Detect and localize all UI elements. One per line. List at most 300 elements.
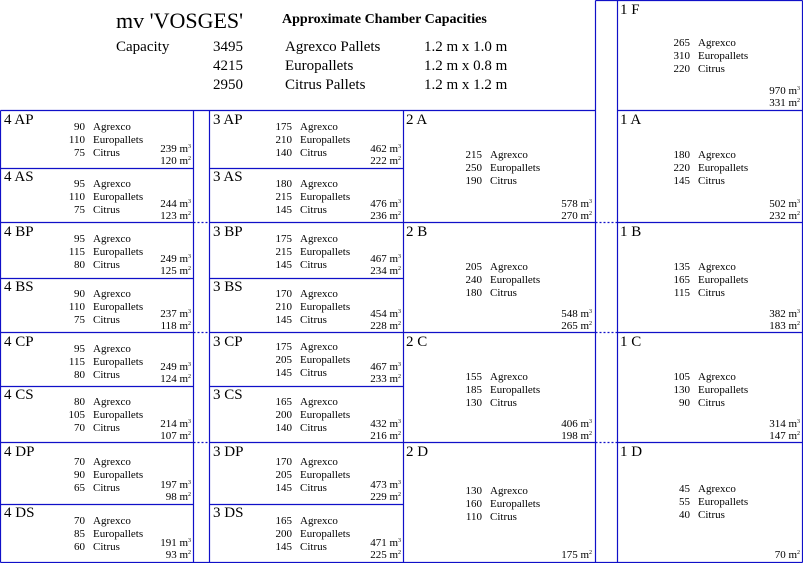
- chamber-volume: 502 $m^3$: [769, 198, 800, 210]
- chamber-name: 1 F: [620, 2, 640, 18]
- chamber-area: 233 $m^2$: [370, 373, 401, 385]
- chamber-name: 4 BS: [4, 279, 34, 295]
- chamber-volume: 467 $m^3$: [370, 253, 401, 265]
- area-value: 98: [165, 491, 177, 503]
- cargo-row-agrexco: [664, 37, 748, 50]
- pallet-quantity: 145: [275, 367, 292, 379]
- pallet-quantity: 105: [68, 409, 85, 421]
- chamber-4ap: [1, 111, 193, 168]
- chamber-name: 3 BS: [213, 279, 243, 295]
- pallet-type-label: Agrexco: [93, 121, 131, 133]
- pallet-quantity: 215: [465, 149, 482, 161]
- chamber-volume: 578 $m^3$: [561, 198, 592, 210]
- volume-value: 454: [370, 308, 387, 320]
- pallet-counts: [213, 38, 243, 95]
- volume-value: 473: [370, 479, 387, 491]
- pallet-quantity: 215: [275, 191, 292, 203]
- volume-value: 548: [561, 308, 578, 320]
- cargo-row-agrexco: [266, 178, 350, 191]
- pallet-type-label: Citrus: [698, 397, 725, 409]
- pallet-quantity: 130: [465, 397, 482, 409]
- cargo-row-citrus: [59, 204, 143, 217]
- cargo-row-europallets: [456, 274, 540, 287]
- area-value: 234: [370, 265, 387, 277]
- area-value: 229: [370, 491, 387, 503]
- pallet-type-label: Agrexco: [93, 456, 131, 468]
- pallet-quantity: 80: [74, 369, 85, 381]
- cargo-row-citrus: [59, 422, 143, 435]
- capacity-label: Capacity: [116, 39, 170, 55]
- pallet-quantity: 70: [74, 515, 85, 527]
- pallet-size-agrexco: 1.2 m x 1.0 m: [424, 39, 508, 55]
- cargo-row-citrus: [266, 422, 350, 435]
- chamber-name: 4 DP: [4, 444, 35, 460]
- pallet-quantity: 220: [673, 162, 690, 174]
- cargo-row-europallets: [266, 354, 350, 367]
- pallet-quantity: 95: [74, 178, 85, 190]
- area-value: 236: [370, 210, 387, 222]
- pallet-type-label: Agrexco: [300, 178, 338, 190]
- pallet-quantity: 45: [679, 483, 690, 495]
- chamber-area: 234 $m^2$: [370, 265, 401, 277]
- cargo-table: [266, 515, 350, 554]
- cargo-row-agrexco: [59, 233, 143, 246]
- pallet-type-label: Europallets: [93, 409, 144, 421]
- cargo-table: [664, 37, 748, 76]
- pallet-count-agrexco: 3495: [213, 39, 243, 55]
- cargo-row-citrus: [664, 175, 748, 188]
- volume-value: 476: [370, 198, 387, 210]
- chamber-volume: 473 $m^3$: [370, 479, 401, 491]
- volume-value: 214: [160, 418, 177, 430]
- page-subtitle: Approximate Chamber Capacities: [282, 12, 487, 27]
- pallet-quantity: 205: [275, 354, 292, 366]
- pallet-type-label: Europallets: [698, 496, 749, 508]
- cargo-row-europallets: [59, 191, 143, 204]
- volume-value: 432: [370, 418, 387, 430]
- pallet-type-label: Europallets: [300, 134, 351, 146]
- pallet-type-label: Agrexco: [300, 233, 338, 245]
- pallet-type-label: Agrexco: [300, 288, 338, 300]
- pallet-quantity: 75: [74, 204, 85, 216]
- cargo-row-agrexco: [59, 178, 143, 191]
- pallet-quantity: 310: [673, 50, 690, 62]
- pallet-type-label: Europallets: [490, 384, 541, 396]
- pallet-type-label: Agrexco: [93, 515, 131, 527]
- pallet-quantity: 130: [465, 485, 482, 497]
- area-value: 265: [561, 320, 578, 332]
- area-value: 125: [160, 265, 177, 277]
- pallet-quantity: 205: [465, 261, 482, 273]
- chamber-area: 198 $m^2$: [561, 430, 592, 442]
- cargo-row-europallets: [664, 384, 748, 397]
- cargo-row-citrus: [59, 541, 143, 554]
- pallet-quantity: 160: [465, 498, 482, 510]
- cargo-row-citrus: [266, 259, 350, 272]
- pallet-type-label: Agrexco: [93, 233, 131, 245]
- cargo-row-citrus: [59, 147, 143, 160]
- cargo-row-citrus: [664, 287, 748, 300]
- cargo-row-agrexco: [266, 515, 350, 528]
- pallet-type-label: Citrus: [93, 422, 120, 434]
- pallet-quantity: 210: [275, 134, 292, 146]
- pallet-quantity: 90: [74, 288, 85, 300]
- cargo-table: [266, 288, 350, 327]
- chamber-3as: [210, 168, 403, 223]
- pallet-type-label: Agrexco: [93, 288, 131, 300]
- pallet-type-label: Agrexco: [93, 178, 131, 190]
- pallet-type-label: Agrexco: [300, 456, 338, 468]
- cargo-row-agrexco: [59, 121, 143, 134]
- chamber-3bs: [210, 278, 403, 333]
- pallet-type-label: Agrexco: [300, 121, 338, 133]
- pallet-quantity: 75: [74, 314, 85, 326]
- pallet-type-label: Citrus: [698, 287, 725, 299]
- area-value: 93: [165, 549, 177, 561]
- pallet-quantity: 80: [74, 259, 85, 271]
- cargo-row-citrus: [456, 397, 540, 410]
- volume-value: 578: [561, 198, 578, 210]
- chamber-name: 2 B: [406, 224, 428, 240]
- pallet-type-label: Agrexco: [698, 149, 736, 161]
- cargo-row-europallets: [266, 469, 350, 482]
- cargo-row-europallets: [59, 246, 143, 259]
- volume-value: 239: [160, 143, 177, 155]
- chamber-1f: [617, 1, 802, 110]
- cargo-row-agrexco: [456, 149, 540, 162]
- cargo-row-europallets: [664, 50, 748, 63]
- area-value: 107: [160, 430, 177, 442]
- chamber-name: 4 AS: [4, 169, 34, 185]
- cargo-row-agrexco: [59, 396, 143, 409]
- area-value: 70: [774, 549, 786, 561]
- chamber-area: 118 $m^2$: [160, 320, 191, 332]
- pallet-quantity: 165: [673, 274, 690, 286]
- chamber-name: 1 C: [620, 334, 642, 350]
- chamber-area: 70 $m^2$: [774, 549, 800, 561]
- cargo-table: [664, 371, 748, 410]
- pallet-size-europallets: 1.2 m x 0.8 m: [424, 58, 508, 74]
- pallet-quantity: 165: [275, 515, 292, 527]
- chamber-3ap: [210, 111, 403, 168]
- pallet-quantity: 200: [275, 528, 292, 540]
- pallet-type-label: Citrus: [490, 511, 517, 523]
- chamber-area: 175 $m^2$: [561, 549, 592, 561]
- pallet-quantity: 215: [275, 246, 292, 258]
- pallet-type-label: Agrexco: [490, 371, 528, 383]
- chamber-3ds: [210, 504, 403, 562]
- chamber-name: 3 CP: [213, 334, 243, 350]
- cargo-table: [59, 456, 143, 495]
- cargo-row-agrexco: [266, 341, 350, 354]
- chamber-4dp: [1, 443, 193, 504]
- pallet-type-label: Europallets: [698, 274, 749, 286]
- chamber-volume: 191 $m^3$: [160, 537, 191, 549]
- pallet-type-citrus: Citrus Pallets: [285, 77, 366, 93]
- pallet-quantity: 130: [673, 384, 690, 396]
- chamber-name: 3 DS: [213, 505, 244, 521]
- pallet-type-label: Europallets: [300, 354, 351, 366]
- cargo-row-europallets: [266, 246, 350, 259]
- pallet-type-label: Agrexco: [490, 485, 528, 497]
- chamber-name: 3 BP: [213, 224, 243, 240]
- area-value: 123: [160, 210, 177, 222]
- cargo-table: [456, 371, 540, 410]
- chamber-area: 120 $m^2$: [160, 155, 191, 167]
- pallet-quantity: 110: [68, 134, 85, 146]
- chamber-name: 3 AP: [213, 112, 243, 128]
- volume-value: 249: [160, 253, 177, 265]
- chamber-volume: 970 $m^3$: [769, 85, 800, 97]
- cargo-row-citrus: [664, 63, 748, 76]
- cargo-row-citrus: [664, 509, 748, 522]
- pallet-type-label: Europallets: [93, 301, 144, 313]
- pallet-quantity: 115: [68, 246, 85, 258]
- ship-title: mv 'VOSGES': [116, 8, 244, 33]
- chamber-volume: 467 $m^3$: [370, 361, 401, 373]
- pallet-quantity: 265: [673, 37, 690, 49]
- cargo-row-citrus: [266, 314, 350, 327]
- cargo-table: [664, 261, 748, 300]
- cargo-row-europallets: [664, 162, 748, 175]
- chamber-1c: [617, 333, 802, 443]
- cargo-row-europallets: [456, 384, 540, 397]
- cargo-row-citrus: [266, 204, 350, 217]
- pallet-type-label: Citrus: [300, 147, 327, 159]
- pallet-quantity: 110: [465, 511, 482, 523]
- chamber-area: 331 $m^2$: [769, 97, 800, 109]
- pallet-type-label: Citrus: [93, 147, 120, 159]
- volume-value: 314: [769, 418, 786, 430]
- chamber-area: 123 $m^2$: [160, 210, 191, 222]
- pallet-quantity: 105: [673, 371, 690, 383]
- chamber-area: 98 $m^2$: [165, 491, 191, 503]
- chamber-2b: [403, 223, 594, 333]
- chamber-4bp: [1, 223, 193, 278]
- cargo-table: [266, 396, 350, 435]
- pallet-type-label: Citrus: [300, 259, 327, 271]
- chamber-volume: 406 $m^3$: [561, 418, 592, 430]
- area-value: 270: [561, 210, 578, 222]
- pallet-quantity: 115: [673, 287, 690, 299]
- pallet-type-label: Agrexco: [300, 396, 338, 408]
- chamber-volume: 462 $m^3$: [370, 143, 401, 155]
- pallet-sizes: [424, 38, 507, 95]
- pallet-type-label: Citrus: [300, 204, 327, 216]
- cargo-row-agrexco: [664, 261, 748, 274]
- volume-value: 244: [160, 198, 177, 210]
- chamber-name: 2 C: [406, 334, 428, 350]
- pallet-type-label: Citrus: [300, 314, 327, 326]
- pallet-type-label: Europallets: [93, 356, 144, 368]
- pallet-quantity: 90: [74, 469, 85, 481]
- pallet-type-label: Europallets: [490, 498, 541, 510]
- pallet-type-label: Citrus: [93, 369, 120, 381]
- cargo-row-citrus: [266, 482, 350, 495]
- chamber-area: 222 $m^2$: [370, 155, 401, 167]
- cargo-row-agrexco: [664, 149, 748, 162]
- cargo-row-agrexco: [664, 371, 748, 384]
- cargo-row-citrus: [664, 397, 748, 410]
- volume-value: 502: [769, 198, 786, 210]
- cargo-row-citrus: [266, 541, 350, 554]
- cargo-row-agrexco: [456, 485, 540, 498]
- pallet-type-label: Europallets: [698, 162, 749, 174]
- area-value: 118: [160, 320, 177, 332]
- pallet-quantity: 175: [275, 121, 292, 133]
- cargo-row-citrus: [59, 259, 143, 272]
- volume-value: 406: [561, 418, 578, 430]
- pallet-quantity: 175: [275, 233, 292, 245]
- pallet-quantity: 90: [679, 397, 690, 409]
- cargo-row-agrexco: [266, 233, 350, 246]
- cargo-table: [266, 233, 350, 272]
- pallet-type-label: Citrus: [93, 482, 120, 494]
- pallet-quantity: 155: [465, 371, 482, 383]
- cargo-table: [456, 149, 540, 188]
- chamber-1b: [617, 223, 802, 333]
- pallet-type-label: Citrus: [698, 63, 725, 75]
- cargo-row-agrexco: [456, 261, 540, 274]
- pallet-quantity: 180: [465, 287, 482, 299]
- area-value: 183: [769, 320, 786, 332]
- pallet-type-label: Citrus: [93, 204, 120, 216]
- pallet-quantity: 40: [679, 509, 690, 521]
- pallet-type-label: Agrexco: [300, 515, 338, 527]
- pallet-type-agrexco: Agrexco Pallets: [285, 39, 381, 55]
- chamber-volume: 237 $m^3$: [160, 308, 191, 320]
- volume-value: 382: [769, 308, 786, 320]
- pallet-quantity: 115: [68, 356, 85, 368]
- area-value: 222: [370, 155, 387, 167]
- area-value: 331: [769, 97, 786, 109]
- cargo-row-europallets: [456, 498, 540, 511]
- pallet-type-label: Agrexco: [698, 483, 736, 495]
- chamber-4cs: [1, 386, 193, 443]
- cargo-table: [59, 515, 143, 554]
- pallet-quantity: 110: [68, 191, 85, 203]
- pallet-quantity: 165: [275, 396, 292, 408]
- pallet-quantity: 135: [673, 261, 690, 273]
- cargo-table: [59, 288, 143, 327]
- area-value: 232: [769, 210, 786, 222]
- area-value: 120: [160, 155, 177, 167]
- chamber-4as: [1, 168, 193, 223]
- chamber-name: 1 D: [620, 444, 643, 460]
- cargo-row-citrus: [59, 369, 143, 382]
- chamber-name: 2 D: [406, 444, 429, 460]
- pallet-type-label: Europallets: [698, 384, 749, 396]
- chamber-2a: [403, 111, 594, 223]
- chamber-area: 216 $m^2$: [370, 430, 401, 442]
- pallet-count-citrus: 2950: [213, 77, 243, 93]
- cargo-table: [266, 121, 350, 160]
- pallet-type-label: Europallets: [300, 409, 351, 421]
- chamber-volume: 197 $m^3$: [160, 479, 191, 491]
- pallet-quantity: 175: [275, 341, 292, 353]
- pallet-quantity: 180: [275, 178, 292, 190]
- pallet-type-label: Citrus: [490, 397, 517, 409]
- pallet-type-europallets: Europallets: [285, 58, 354, 74]
- chamber-area: 93 $m^2$: [165, 549, 191, 561]
- pallet-type-label: Europallets: [490, 162, 541, 174]
- chamber-volume: 249 $m^3$: [160, 361, 191, 373]
- volume-value: 467: [370, 253, 387, 265]
- pallet-type-label: Europallets: [93, 528, 144, 540]
- chamber-3dp: [210, 443, 403, 504]
- pallet-quantity: 80: [74, 396, 85, 408]
- volume-value: 471: [370, 537, 387, 549]
- chamber-2d: [403, 443, 594, 562]
- pallet-type-label: Citrus: [300, 422, 327, 434]
- pallet-type-label: Europallets: [93, 134, 144, 146]
- cargo-table: [664, 149, 748, 188]
- pallet-quantity: 70: [74, 422, 85, 434]
- area-value: 124: [160, 373, 177, 385]
- cargo-row-europallets: [664, 496, 748, 509]
- pallet-quantity: 145: [275, 204, 292, 216]
- chamber-area: 107 $m^2$: [160, 430, 191, 442]
- pallet-type-label: Agrexco: [490, 261, 528, 273]
- pallet-quantity: 170: [275, 456, 292, 468]
- cargo-table: [59, 233, 143, 272]
- cargo-table: [59, 343, 143, 382]
- cargo-row-europallets: [59, 356, 143, 369]
- pallet-quantity: 200: [275, 409, 292, 421]
- pallet-quantity: 140: [275, 147, 292, 159]
- volume-value: 191: [160, 537, 177, 549]
- pallet-type-label: Europallets: [490, 274, 541, 286]
- pallet-quantity: 220: [673, 63, 690, 75]
- cargo-row-citrus: [59, 314, 143, 327]
- area-value: 175: [561, 549, 578, 561]
- chamber-area: 232 $m^2$: [769, 210, 800, 222]
- pallet-quantity: 85: [74, 528, 85, 540]
- pallet-type-label: Citrus: [93, 541, 120, 553]
- cargo-row-agrexco: [266, 396, 350, 409]
- cargo-row-europallets: [59, 469, 143, 482]
- cargo-row-europallets: [664, 274, 748, 287]
- pallet-quantity: 95: [74, 233, 85, 245]
- chamber-4ds: [1, 504, 193, 562]
- area-value: 198: [561, 430, 578, 442]
- pallet-quantity: 185: [465, 384, 482, 396]
- chamber-volume: 454 $m^3$: [370, 308, 401, 320]
- pallet-type-label: Agrexco: [698, 37, 736, 49]
- pallet-quantity: 145: [673, 175, 690, 187]
- cargo-table: [664, 483, 748, 522]
- chamber-area: 236 $m^2$: [370, 210, 401, 222]
- area-value: 147: [769, 430, 786, 442]
- cargo-table: [266, 341, 350, 380]
- cargo-row-europallets: [266, 409, 350, 422]
- pallet-quantity: 60: [74, 541, 85, 553]
- pallet-type-label: Europallets: [300, 469, 351, 481]
- pallet-type-label: Citrus: [300, 482, 327, 494]
- cargo-row-agrexco: [266, 288, 350, 301]
- cargo-row-citrus: [266, 367, 350, 380]
- chamber-volume: 382 $m^3$: [769, 308, 800, 320]
- area-value: 216: [370, 430, 387, 442]
- volume-value: 197: [160, 479, 177, 491]
- cargo-row-agrexco: [266, 456, 350, 469]
- pallet-quantity: 210: [275, 301, 292, 313]
- cargo-row-agrexco: [59, 456, 143, 469]
- pallet-type-label: Europallets: [300, 301, 351, 313]
- chamber-area: 225 $m^2$: [370, 549, 401, 561]
- chamber-name: 2 A: [406, 112, 428, 128]
- cargo-table: [456, 261, 540, 300]
